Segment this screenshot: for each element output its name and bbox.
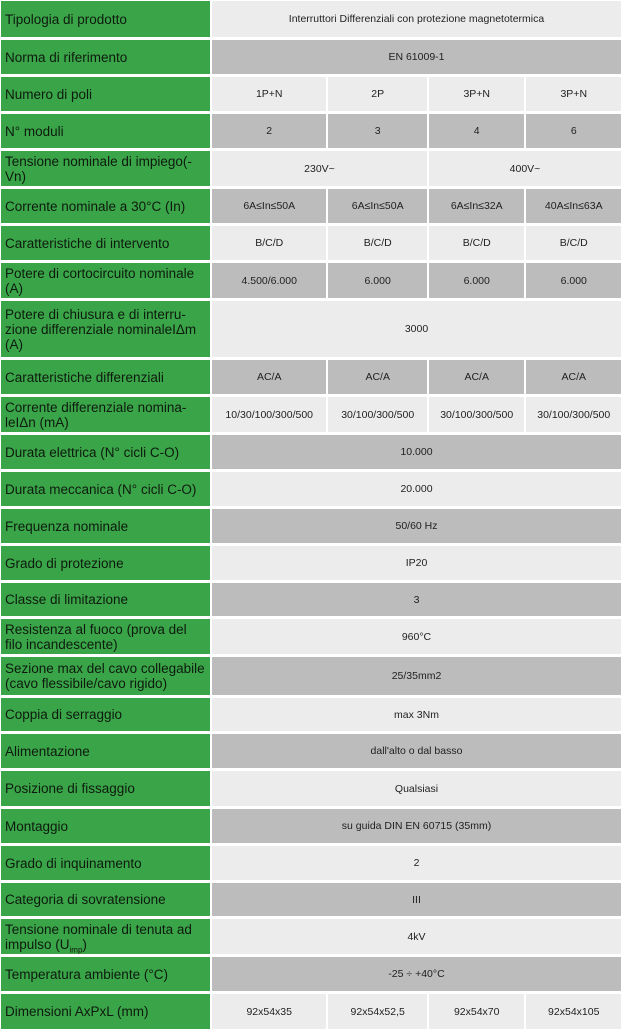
spec-label: Caratteristiche di intervento	[1, 226, 210, 260]
spec-value: 6.000	[328, 263, 427, 298]
spec-value: 3P+N	[429, 77, 525, 111]
spec-value: B/C/D	[429, 226, 525, 260]
spec-value: su guida DIN EN 60715 (35mm)	[212, 809, 621, 843]
spec-value: 6A≤In≤50A	[212, 189, 326, 223]
spec-value: Interruttori Differenziali con protezione magnetotermica	[212, 1, 621, 37]
spec-value: 25/35mm2	[212, 657, 621, 695]
spec-value: 30/100/300/500	[429, 397, 525, 432]
spec-label: Grado di protezione	[1, 546, 210, 580]
spec-label: Potere di cortocircuito nominale (A)	[1, 263, 210, 298]
spec-value: Qualsiasi	[212, 771, 621, 806]
spec-value: max 3Nm	[212, 698, 621, 731]
spec-value: 92x54x52,5	[328, 994, 427, 1029]
spec-label: Potere di chiusura e di interru-zione differenziale nominaleIΔm (A)	[1, 301, 210, 357]
spec-label: Sezione max del cavo collegabile (cavo flessibile/cavo rigido)	[1, 657, 210, 695]
spec-row	[0, 262, 622, 299]
spec-value: 30/100/300/500	[328, 397, 427, 432]
spec-value: 3	[212, 583, 621, 616]
spec-label: Corrente nominale a 30°C (In)	[1, 189, 210, 223]
spec-row	[0, 545, 622, 581]
spec-row	[0, 0, 622, 38]
spec-row	[0, 508, 622, 544]
spec-label: Categoria di sovratensione	[1, 883, 210, 916]
spec-label: Montaggio	[1, 809, 210, 843]
spec-value: 92x54x70	[429, 994, 525, 1029]
spec-row	[0, 39, 622, 75]
spec-row	[0, 300, 622, 358]
spec-label: Corrente differenziale nomina-leIΔn (mA)	[1, 397, 210, 432]
spec-row	[0, 113, 622, 149]
spec-value: 6A≤In≤50A	[328, 189, 427, 223]
spec-value: dall'alto o dal basso	[212, 734, 621, 768]
spec-label: Coppia di serraggio	[1, 698, 210, 731]
spec-value: 6.000	[429, 263, 525, 298]
spec-label: Durata elettrica (N° cicli C-O)	[1, 435, 210, 469]
spec-value: IP20	[212, 546, 621, 580]
spec-label: Dimensioni AxPxL (mm)	[1, 994, 210, 1029]
spec-label: Tensione nominale di tenuta ad impulso $(U_{imp})$	[1, 919, 210, 954]
spec-label: Grado di inquinamento	[1, 846, 210, 880]
spec-label: Classe di limitazione	[1, 583, 210, 616]
spec-value: B/C/D	[328, 226, 427, 260]
spec-row	[0, 808, 622, 844]
spec-label: Posizione di fissaggio	[1, 771, 210, 806]
spec-value: 20.000	[212, 472, 621, 506]
spec-value: III	[212, 883, 621, 916]
spec-row	[0, 76, 622, 112]
spec-label: Caratteristiche differenziali	[1, 360, 210, 394]
spec-value: 4kV	[212, 919, 621, 954]
spec-value: 6	[526, 114, 621, 148]
spec-label: Tensione nominale di impiego(-Vn)	[1, 151, 210, 186]
spec-value: 2	[212, 114, 326, 148]
spec-value: 3P+N	[526, 77, 621, 111]
spec-value: 400V~	[429, 151, 621, 186]
spec-value: 92x54x105	[526, 994, 621, 1029]
spec-row	[0, 697, 622, 732]
spec-value: 50/60 Hz	[212, 509, 621, 543]
spec-row	[0, 770, 622, 807]
spec-label: Tipologia di prodotto	[1, 1, 210, 37]
spec-label: Norma di riferimento	[1, 40, 210, 74]
spec-row	[0, 188, 622, 224]
spec-row	[0, 582, 622, 617]
spec-row	[0, 225, 622, 261]
spec-row	[0, 733, 622, 769]
spec-label: N° moduli	[1, 114, 210, 148]
spec-value: B/C/D	[212, 226, 326, 260]
spec-row	[0, 656, 622, 696]
spec-row	[0, 471, 622, 507]
spec-row	[0, 359, 622, 395]
spec-value: 92x54x35	[212, 994, 326, 1029]
spec-value: 3	[328, 114, 427, 148]
spec-value: AC/A	[212, 360, 326, 394]
spec-value: 4	[429, 114, 525, 148]
spec-value: AC/A	[429, 360, 525, 394]
spec-row	[0, 993, 622, 1030]
spec-row	[0, 882, 622, 917]
spec-value: 40A≤In≤63A	[526, 189, 621, 223]
spec-value: 30/100/300/500	[526, 397, 621, 432]
spec-value: 960°C	[212, 619, 621, 654]
spec-label: Temperatura ambiente (°C)	[1, 957, 210, 991]
spec-value: 10.000	[212, 435, 621, 469]
spec-row	[0, 618, 622, 655]
spec-value: 230V~	[212, 151, 427, 186]
spec-label: Durata meccanica (N° cicli C-O)	[1, 472, 210, 506]
spec-row	[0, 956, 622, 992]
spec-row	[0, 396, 622, 433]
spec-label: Alimentazione	[1, 734, 210, 768]
spec-label: Frequenza nominale	[1, 509, 210, 543]
spec-value: 2P	[328, 77, 427, 111]
spec-label: Resistenza al fuoco (prova del filo incandescente)	[1, 619, 210, 654]
spec-row	[0, 845, 622, 881]
spec-value: 1P+N	[212, 77, 326, 111]
spec-value: 10/30/100/300/500	[212, 397, 326, 432]
spec-value: EN 61009-1	[212, 40, 621, 74]
spec-value: 6.000	[526, 263, 621, 298]
spec-value: AC/A	[526, 360, 621, 394]
spec-value: -25 ÷ +40°C	[212, 957, 621, 991]
spec-value: 4.500/6.000	[212, 263, 326, 298]
spec-label: Numero di poli	[1, 77, 210, 111]
spec-row	[0, 434, 622, 470]
spec-row	[0, 918, 622, 955]
spec-value: 6A≤In≤32A	[429, 189, 525, 223]
spec-row	[0, 150, 622, 187]
spec-value: B/C/D	[526, 226, 621, 260]
spec-value: AC/A	[328, 360, 427, 394]
spec-value: 3000	[212, 301, 621, 357]
spec-value: 2	[212, 846, 621, 880]
